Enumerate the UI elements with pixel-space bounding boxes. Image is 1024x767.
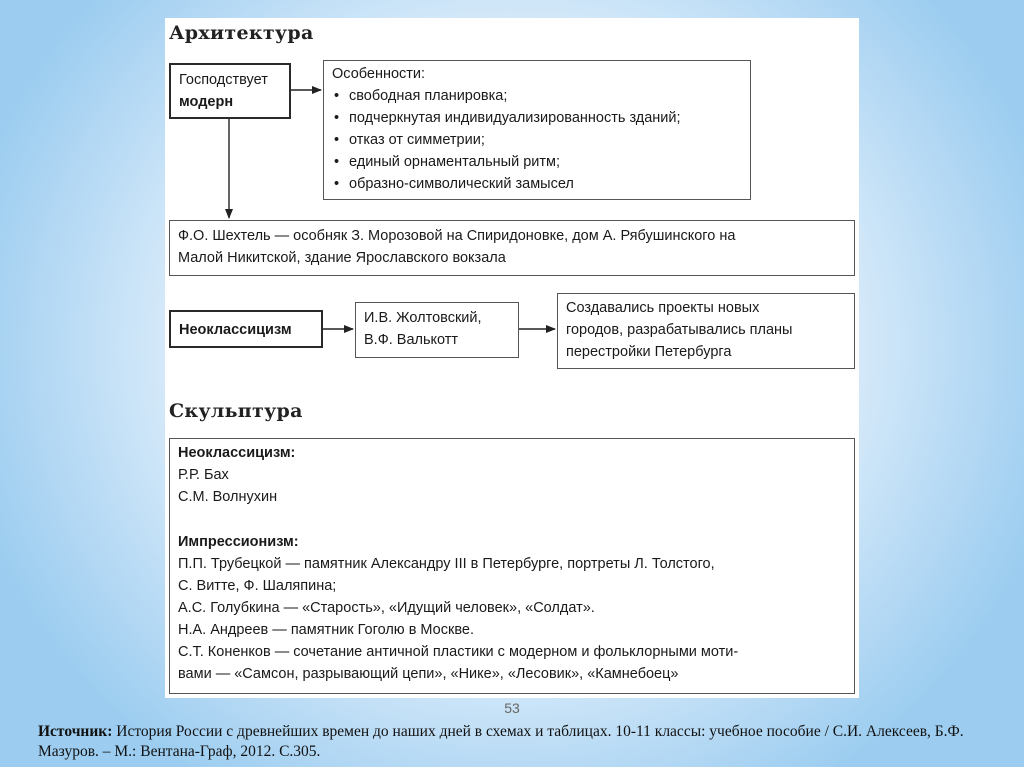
features-title: Особенности: (332, 66, 426, 82)
page-number: 53 (504, 700, 520, 716)
sculpture-neo-title: Неоклассицизм: (178, 445, 296, 461)
source-text: История России с древнейших времен до наших дней в схемах и таблицах. 10-11 классы: учебное пособие / С.И. Алексеев, Б.Ф. Мазуров. – М.: Вентана-Граф, 2012. С.305. (38, 723, 964, 760)
projects-line-3: перестройки Петербурга (566, 344, 732, 360)
list-item: вами — «Самсон, разрывающий цепи», «Нике», «Лесовик», «Камнебоец» (178, 666, 679, 682)
neoclassicism-label: Неоклассицизм (179, 322, 292, 338)
list-item: С.Т. Коненков — сочетание античной пластики с модерном и фольклорными моти- (178, 644, 739, 660)
list-item: Н.А. Андреев — памятник Гоголю в Москве. (178, 622, 474, 638)
list-item: • образно-символический замысел (332, 173, 681, 195)
list-item: • подчеркнутая индивидуализированность зданий; (332, 107, 681, 129)
modern-label: Господствует (179, 72, 268, 88)
list-item: • единый орнаментальный ритм; (332, 151, 681, 173)
list-item: П.П. Трубецкой — памятник Александру III в Петербурге, портреты Л. Толстого, (178, 556, 715, 572)
architecture-heading: Архитектура (169, 22, 314, 44)
sculpture-imp-title: Импрессионизм: (178, 534, 299, 550)
source-label: Источник: (38, 723, 113, 740)
source-citation (38, 722, 998, 762)
list-item: • свободная планировка; (332, 85, 681, 107)
architects-line-2: В.Ф. Валькотт (364, 332, 459, 348)
projects-line-2: городов, разрабатывались планы (566, 322, 793, 338)
list-item: • отказ от симметрии; (332, 129, 681, 151)
list-item: С. Витте, Ф. Шаляпина; (178, 578, 337, 594)
architects-line-1: И.В. Жолтовский, (364, 310, 482, 326)
list-item: С.М. Волнухин (178, 489, 278, 505)
connector-arrows (165, 18, 859, 698)
projects-line-1: Создавались проекты новых (566, 300, 760, 316)
diagram-panel (165, 18, 859, 698)
list-item: Р.Р. Бах (178, 467, 229, 483)
modern-style: модерн (179, 94, 234, 110)
sculpture-heading: Скульптура (169, 400, 303, 422)
shekhtel-line-1: Ф.О. Шехтель — особняк З. Морозовой на Спиридоновке, дом А. Рябушинского на (178, 228, 736, 244)
shekhtel-line-2: Малой Никитской, здание Ярославского вокзала (178, 250, 506, 266)
list-item: А.С. Голубкина — «Старость», «Идущий человек», «Солдат». (178, 600, 595, 616)
